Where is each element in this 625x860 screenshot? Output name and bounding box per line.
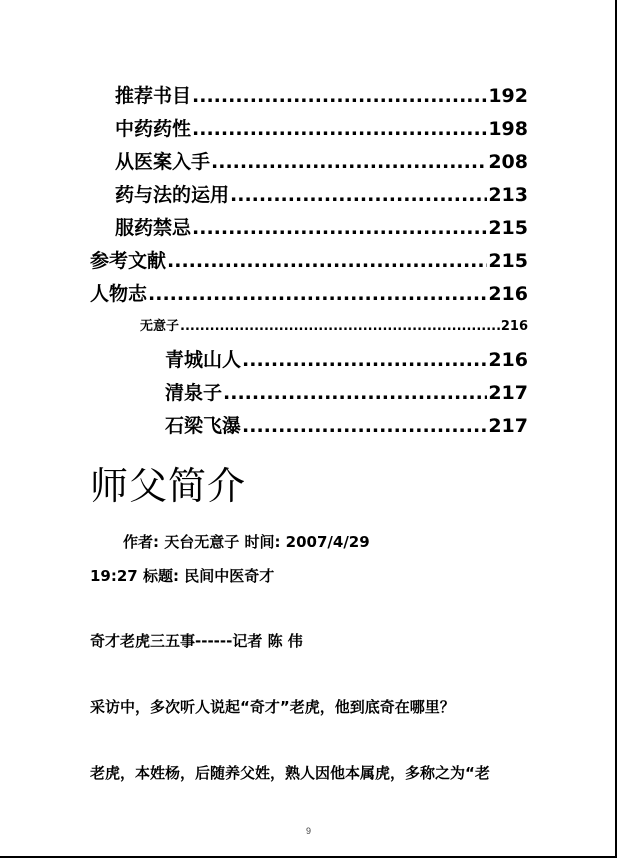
section-heading: 师父简介 (90, 464, 247, 508)
toc-entry-label: 石梁飞瀑 (165, 415, 242, 437)
toc-leader-dots (148, 283, 487, 305)
toc-entry-page: 213 (488, 184, 528, 206)
paragraph: 老虎，本姓杨，后随养父姓，熟人因他本属虎，多称之为“老 (90, 764, 490, 782)
toc-entry[interactable] (115, 147, 528, 174)
toc-leader-dots (242, 415, 487, 437)
toc-leader-dots (242, 349, 487, 371)
toc-entry[interactable] (90, 246, 528, 273)
toc-entry[interactable] (115, 213, 528, 240)
toc-entry-label: 无意子 (140, 319, 180, 334)
toc-entry[interactable] (115, 114, 528, 141)
toc-entry-page: 208 (488, 151, 528, 173)
article-meta-line1: 作者: 天台无意子 时间: 2007/4/29 (123, 533, 370, 551)
toc-entry-page: 192 (488, 85, 528, 107)
toc-entry[interactable] (165, 411, 528, 438)
toc-entry-page: 215 (488, 217, 528, 239)
toc-entry-page: 216 (488, 349, 528, 371)
toc-entry-label: 中药药性 (115, 118, 192, 140)
toc-entry-page: 198 (488, 118, 528, 140)
toc-entry-page: 216 (500, 319, 528, 334)
toc-entry-label: 参考文献 (90, 250, 167, 272)
toc-entry[interactable] (115, 180, 528, 207)
toc-entry-page: 216 (488, 283, 528, 305)
toc-entry-label: 清泉子 (165, 382, 223, 404)
toc-entry-label: 药与法的运用 (115, 184, 230, 206)
toc-leader-dots (223, 382, 487, 404)
toc-leader-dots (167, 250, 487, 272)
toc-entry[interactable] (165, 378, 528, 405)
article-meta-line2: 19:27 标题: 民间中医奇才 (90, 567, 275, 585)
toc-leader-dots (180, 319, 500, 334)
toc-entry[interactable] (115, 81, 528, 108)
toc-entry-label: 服药禁忌 (115, 217, 192, 239)
toc-leader-dots (192, 85, 487, 107)
toc-entry[interactable] (165, 345, 528, 372)
toc-entry-label: 人物志 (90, 283, 148, 305)
toc-entry-label: 青城山人 (165, 349, 242, 371)
toc-leader-dots (192, 118, 487, 140)
toc-leader-dots (230, 184, 487, 206)
toc-entry-label: 推荐书目 (115, 85, 192, 107)
toc-leader-dots (192, 217, 487, 239)
toc-entry-label: 从医案入手 (115, 151, 211, 173)
toc-entry[interactable] (90, 279, 528, 306)
toc-entry-page: 217 (488, 415, 528, 437)
toc-entry-page: 215 (488, 250, 528, 272)
toc-entry-page: 217 (488, 382, 528, 404)
toc-leader-dots (211, 151, 487, 173)
toc-entry[interactable] (140, 315, 528, 334)
paragraph: 奇才老虎三五事------记者 陈 伟 (90, 632, 303, 650)
page-number: 9 (305, 826, 311, 836)
paragraph: 采访中，多次听人说起“奇才”老虎，他到底奇在哪里？ (90, 698, 455, 716)
